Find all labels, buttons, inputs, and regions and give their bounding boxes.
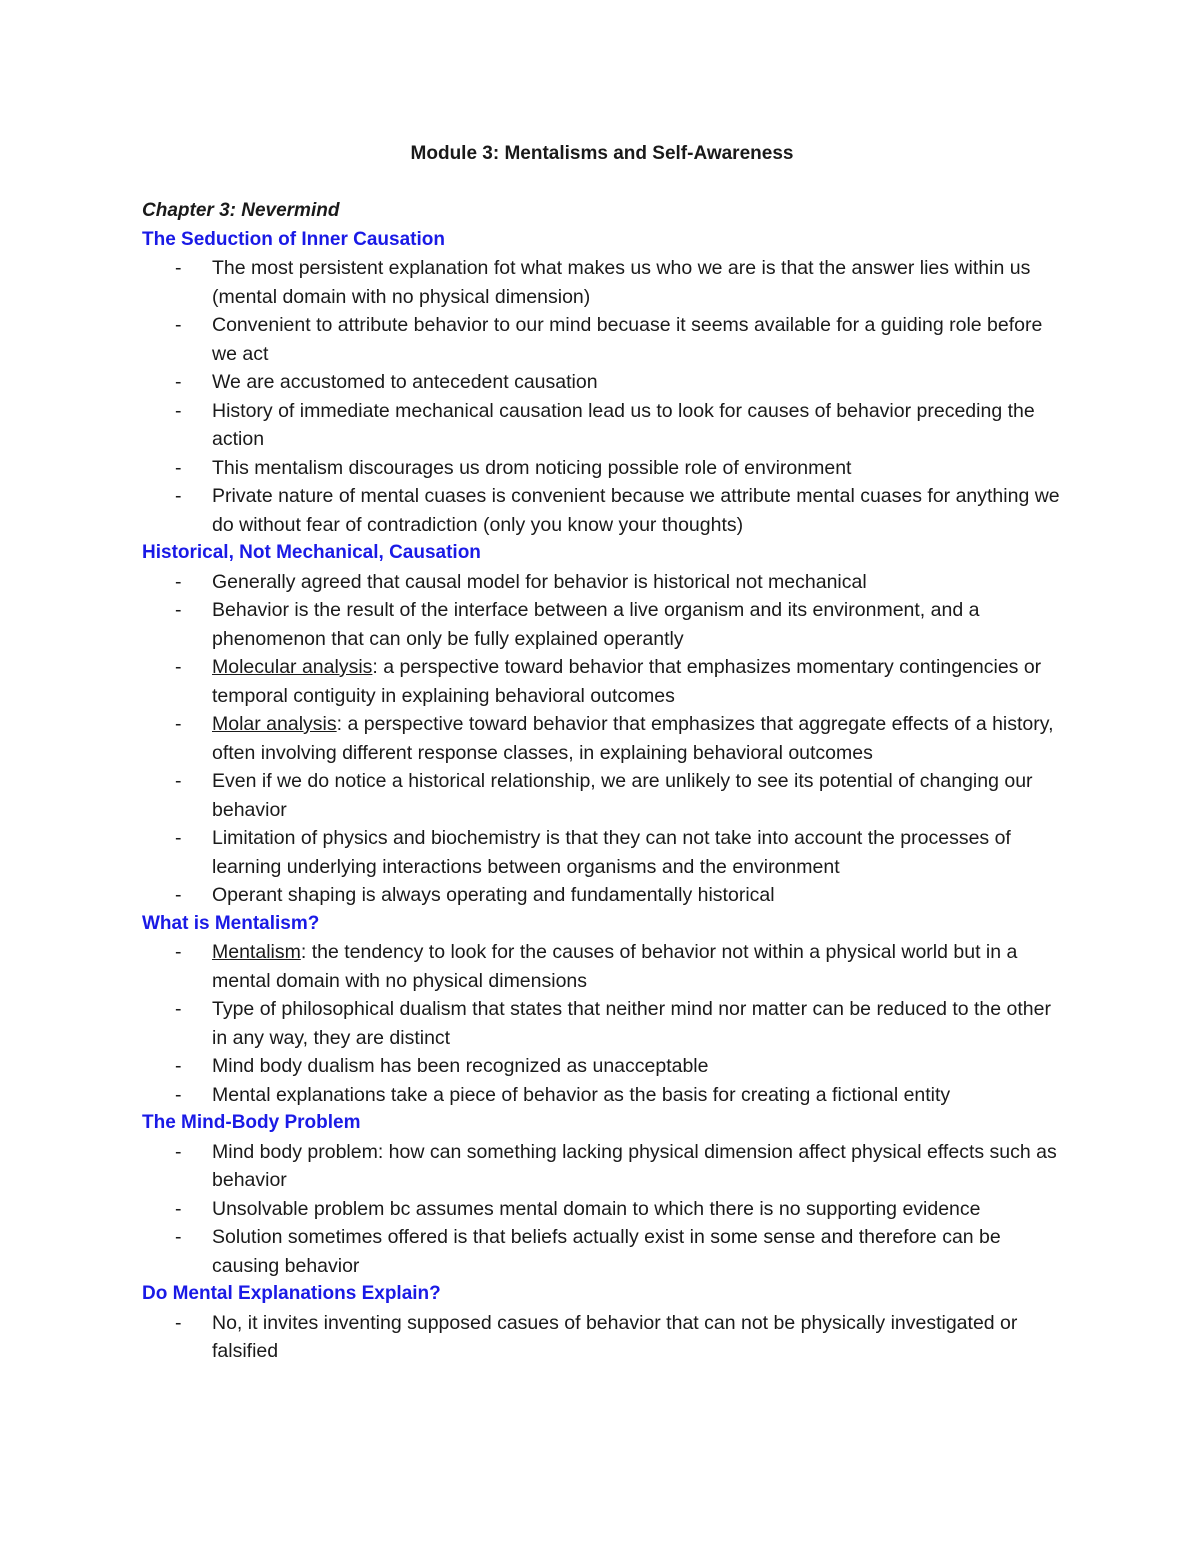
section bbox=[142, 226, 1062, 540]
section bbox=[142, 910, 1062, 1110]
bullet-dash: - bbox=[175, 1226, 182, 1248]
section bbox=[142, 539, 1062, 910]
list-item bbox=[142, 1081, 1062, 1110]
bullet-text: Private nature of mental cuases is convenient because we attribute mental cuases for anything we do without fear of contradiction (only you know your thoughts) bbox=[212, 485, 1060, 536]
bullet-text: Limitation of physics and biochemistry is that they can not take into account the processes of learning underlying interactions between organisms and the environment bbox=[212, 827, 1011, 878]
section bbox=[142, 1109, 1062, 1280]
bullet-list bbox=[142, 1138, 1062, 1281]
bullet-dash: - bbox=[175, 827, 182, 849]
bullet-list bbox=[142, 1309, 1062, 1366]
list-item bbox=[142, 653, 1062, 710]
defined-term: Molecular analysis bbox=[212, 656, 373, 678]
section-heading: What is Mentalism? bbox=[142, 912, 320, 934]
list-item bbox=[142, 1195, 1062, 1224]
list-item bbox=[142, 938, 1062, 995]
bullet-dash: - bbox=[175, 485, 182, 507]
list-item bbox=[142, 1138, 1062, 1195]
bullet-text: We are accustomed to antecedent causation bbox=[212, 371, 598, 393]
bullet-text: History of immediate mechanical causation lead us to look for causes of behavior preceding the action bbox=[212, 399, 1035, 450]
list-item bbox=[142, 1223, 1062, 1280]
bullet-dash: - bbox=[175, 998, 182, 1020]
bullet-text: Operant shaping is always operating and fundamentally historical bbox=[212, 884, 775, 906]
section-heading: Do Mental Explanations Explain? bbox=[142, 1283, 441, 1304]
bullet-dash: - bbox=[175, 884, 182, 906]
bullet-dash: - bbox=[175, 1083, 182, 1106]
bullet-list bbox=[142, 938, 1062, 1109]
bullet-dash: - bbox=[175, 456, 182, 479]
bullet-text: No, it invites inventing supposed casues of behavior that can not be physically investigated or falsified bbox=[212, 1311, 1018, 1362]
bullet-dash: - bbox=[175, 599, 182, 621]
bullet-dash: - bbox=[175, 371, 182, 393]
list-item bbox=[142, 1309, 1062, 1366]
bullet-text: Solution sometimes offered is that beliefs actually exist in some sense and therefore can be causing behavior bbox=[212, 1226, 1001, 1277]
section-heading: The Mind-Body Problem bbox=[142, 1112, 361, 1133]
bullet-text: Mental explanations take a piece of behavior as the basis for creating a fictional entity bbox=[212, 1083, 951, 1106]
list-item bbox=[142, 454, 1062, 483]
list-item bbox=[142, 767, 1062, 824]
section-heading: The Seduction of Inner Causation bbox=[142, 228, 445, 250]
bullet-dash: - bbox=[175, 656, 182, 678]
list-item bbox=[142, 995, 1062, 1052]
list-item bbox=[142, 482, 1062, 539]
bullet-text: Generally agreed that causal model for behavior is historical not mechanical bbox=[212, 570, 867, 593]
bullet-dash: - bbox=[175, 314, 182, 336]
bullet-dash: - bbox=[175, 399, 182, 422]
bullet-text: : the tendency to look for the causes of behavior not within a physical world but in a mental domain with no physical dimensions bbox=[212, 941, 1018, 992]
list-item bbox=[142, 397, 1062, 454]
bullet-text: Convenient to attribute behavior to our mind becuase it seems available for a guiding role before we act bbox=[212, 314, 1043, 365]
list-item bbox=[142, 596, 1062, 653]
list-item bbox=[142, 710, 1062, 767]
bullet-dash: - bbox=[175, 770, 182, 792]
section-heading: Historical, Not Mechanical, Causation bbox=[142, 542, 481, 563]
bullet-dash: - bbox=[175, 1197, 182, 1220]
bullet-text: Even if we do notice a historical relationship, we are unlikely to see its potential of changing our behavior bbox=[212, 770, 1033, 821]
bullet-text: : a perspective toward behavior that emphasizes momentary contingencies or temporal contiguity in explaining behavioral outcomes bbox=[212, 656, 1042, 707]
bullet-dash: - bbox=[175, 1140, 182, 1163]
chapter-heading: Chapter 3: Nevermind bbox=[142, 200, 340, 221]
document-page bbox=[142, 140, 1062, 1366]
section bbox=[142, 1280, 1062, 1366]
bullet-text: The most persistent explanation fot what makes us who we are is that the answer lies within us (mental domain with no physical dimension) bbox=[212, 257, 1031, 308]
document-title: Module 3: Mentalisms and Self-Awareness bbox=[410, 143, 794, 164]
list-item bbox=[142, 1052, 1062, 1081]
list-item bbox=[142, 368, 1062, 397]
bullet-text: Mind body dualism has been recognized as unacceptable bbox=[212, 1055, 709, 1077]
list-item bbox=[142, 311, 1062, 368]
list-item bbox=[142, 824, 1062, 881]
bullet-text: Behavior is the result of the interface between a live organism and its environment, and a phenomenon that can only be fully explained operantly bbox=[212, 599, 980, 650]
defined-term: Mentalism bbox=[212, 941, 301, 963]
bullet-dash: - bbox=[175, 257, 182, 279]
list-item bbox=[142, 254, 1062, 311]
list-item bbox=[142, 568, 1062, 597]
list-item bbox=[142, 881, 1062, 910]
bullet-text: Type of philosophical dualism that states that neither mind nor matter can be reduced to the other in any way, they are distinct bbox=[212, 998, 1051, 1049]
bullet-text: : a perspective toward behavior that emphasizes that aggregate effects of a history, often involving different response classes, in explaining behavioral outcomes bbox=[212, 713, 1054, 764]
sections-container bbox=[142, 226, 1062, 1366]
bullet-text: Mind body problem: how can something lacking physical dimension affect physical effects such as behavior bbox=[212, 1140, 1057, 1191]
bullet-list bbox=[142, 254, 1062, 539]
bullet-text: This mentalism discourages us drom noticing possible role of environment bbox=[212, 456, 852, 479]
bullet-dash: - bbox=[175, 1055, 182, 1077]
bullet-list bbox=[142, 568, 1062, 910]
bullet-dash: - bbox=[175, 1311, 182, 1334]
bullet-dash: - bbox=[175, 941, 182, 963]
bullet-dash: - bbox=[175, 570, 182, 593]
bullet-text: Unsolvable problem bc assumes mental domain to which there is no supporting evidence bbox=[212, 1197, 981, 1220]
defined-term: Molar analysis bbox=[212, 713, 337, 735]
bullet-dash: - bbox=[175, 713, 182, 735]
